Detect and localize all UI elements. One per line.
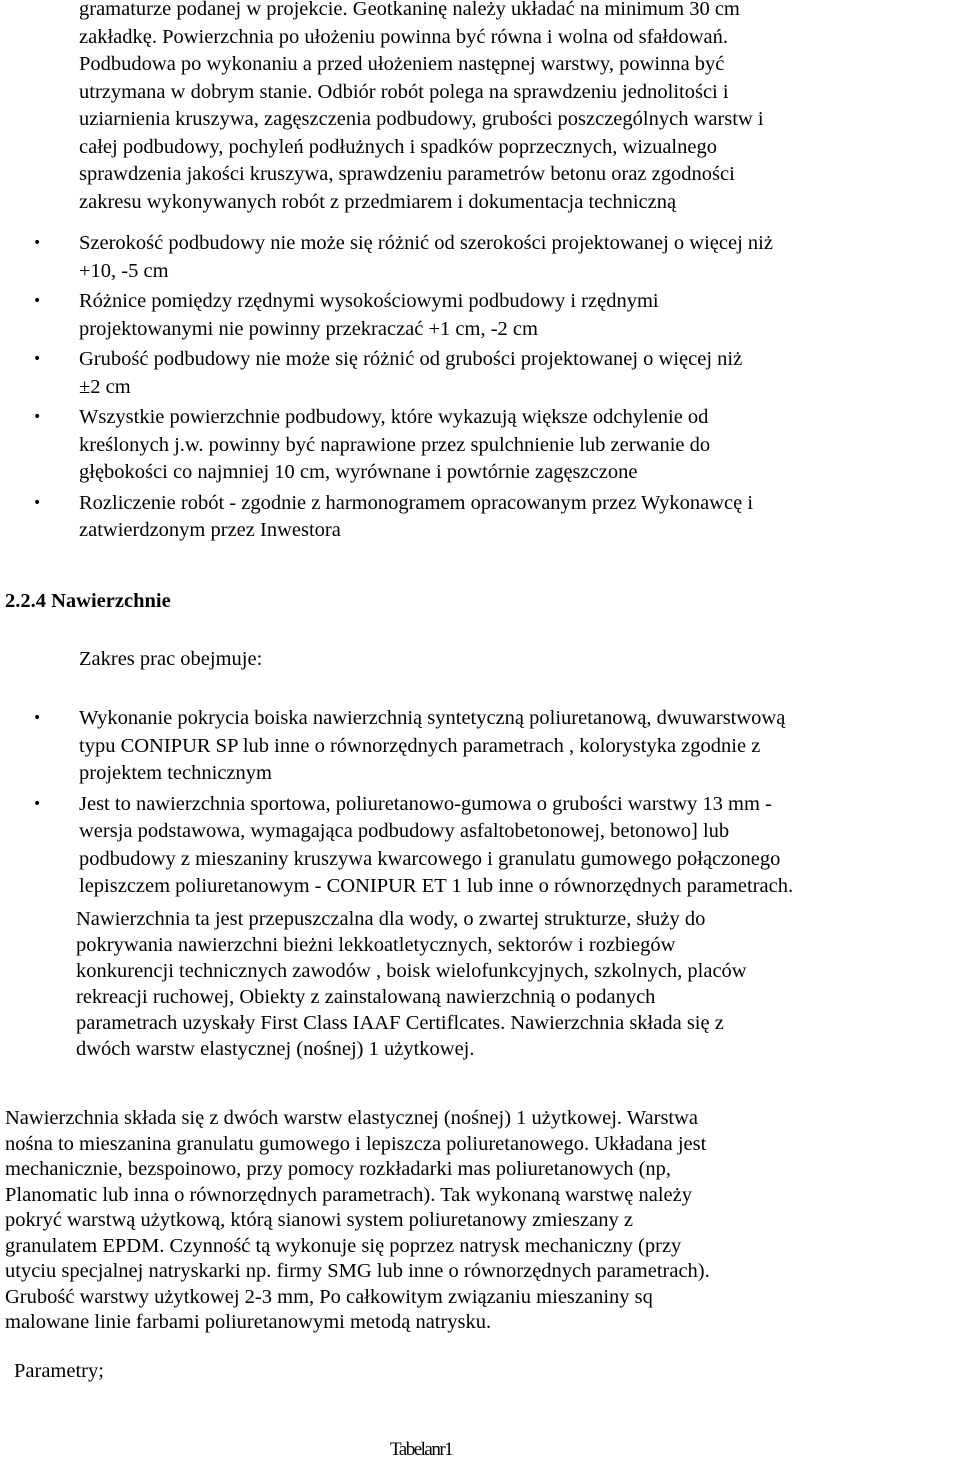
paragraph-line: Nawierzchnia składa się z dwóch warstw elastycznej (nośnej) 1 użytkowej. Warstwa — [5, 1107, 699, 1129]
list-item-line: typu CONIPUR SP lub inne o równorzędnych parametrach , kolorystyka zgodnie z — [79, 734, 761, 757]
tolerance-list — [0, 230, 960, 545]
intro-line: gramaturze podanej w projekcie. Geotkaninę należy układać na minimum 30 cm — [79, 0, 740, 20]
list-item-line: projektowanymi nie powinny przekraczać +1 cm, -2 cm — [79, 317, 538, 340]
paragraph-line: pokryć warstwą użytkową, którą sianowi system poliuretanowy zmieszany z — [5, 1209, 633, 1231]
list-item-line: • Szerokość podbudowy nie może się różnić od szerokości projektowanej o więcej niż — [79, 232, 773, 254]
list-item-line: lepiszczem poliuretanowym - CONIPUR ET 1 lub inne o równorzędnych parametrach. — [79, 875, 794, 897]
list-item-line: głębokości co najmniej 10 cm, wyrównane i powtórnie zagęszczone — [79, 461, 638, 483]
list-item — [0, 705, 960, 788]
list-item-line: • Wszystkie powierzchnie podbudowy, które wykazują większe odchylenie od — [79, 406, 709, 428]
list-item-line: • Różnice pomiędzy rzędnymi wysokościowymi podbudowy i rzędnymi — [79, 290, 659, 312]
table-caption: Tabelanr1 — [390, 1439, 453, 1460]
list-item — [0, 346, 960, 401]
list-item — [0, 791, 960, 901]
section-heading: 2.2.4 Nawierzchnie — [5, 590, 171, 612]
paragraph-line: Grubość warstwy użytkowej 2-3 mm, Po całkowitym związaniu mieszaniny sq — [5, 1285, 653, 1308]
paragraph-line: dwóch warstw elastycznej (nośnej) 1 użytkowej. — [76, 1038, 475, 1060]
paragraph-line: konkurencji technicznych zawodów , boisk wielofunkcyjnych, szkolnych, placów — [76, 960, 747, 982]
intro-paragraph — [79, 0, 959, 216]
list-item-line: • Rozliczenie robót - zgodnie z harmonogramem opracowanym przez Wykonawcę i — [79, 491, 754, 514]
list-item-line: zatwierdzonym przez Inwestora — [79, 519, 341, 541]
parameters-label: Parametry; — [14, 1360, 104, 1382]
layers-paragraph — [5, 1106, 885, 1336]
list-item-line: projektem technicznym — [79, 762, 272, 784]
list-item-line: wersja podstawowa, wymagająca podbudowy asfaltobetonowej, betonowo] lub — [79, 820, 730, 842]
paragraph-line: parametrach uzyskały First Class IAAF Certiflcates. Nawierzchnia składa się z — [76, 1012, 724, 1034]
list-item-line: • Wykonanie pokrycia boiska nawierzchnią syntetyczną poliuretanową, dwuwarstwową — [79, 707, 786, 729]
paragraph-line: granulatem EPDM. Czynność tą wykonuje się poprzez natrysk mechaniczny (przy — [5, 1234, 682, 1257]
scope-label: Zakres prac obejmuje: — [79, 648, 263, 670]
list-item-line: • Grubość podbudowy nie może się różnić od grubości projektowanej o więcej niż — [79, 348, 743, 370]
list-item — [0, 288, 960, 343]
intro-line: uziarnienia kruszywa, zagęszczenia podbudowy, grubości poszczególnych warstw i — [79, 108, 764, 130]
intro-line: zakładkę. Powierzchnia po ułożeniu powinna być równa i wolna od sfałdowań. — [79, 25, 728, 48]
paragraph-line: nośna to mieszanina granulatu gumowego i lepiszcza poliuretanowego. Układana jest — [5, 1132, 707, 1155]
paragraph-line: mechanicznie, bezspoinowo, przy pomocy rozkładarki mas poliuretanowych (np, — [5, 1158, 672, 1180]
list-item — [0, 490, 960, 545]
scope-list — [0, 705, 960, 901]
paragraph-line: rekreacji ruchowej, Obiekty z zainstalowaną nawierzchnią o podanych — [76, 986, 656, 1008]
list-item-line: +10, -5 cm — [79, 259, 169, 282]
list-item — [0, 404, 960, 487]
intro-line: utrzymana w dobrym stanie. Odbiór robót polega na sprawdzeniu jednolitości i — [79, 80, 729, 103]
surface-description — [76, 906, 956, 1062]
intro-line: Podbudowa po wykonaniu a przed ułożeniem następnej warstwy, powinna być — [79, 53, 725, 75]
paragraph-line: utyciu specjalnej natryskarki np. firmy SMG lub inne o równorzędnych parametrach). — [5, 1260, 710, 1282]
intro-line: całej podbudowy, pochyleń podłużnych i spadków poprzecznych, wizualnego — [79, 135, 717, 158]
intro-line: zakresu wykonywanych robót z przedmiarem i dokumentacja techniczną — [79, 190, 677, 213]
list-item-line: kreślonych j.w. powinny być naprawione przez spulchnienie lub zerwanie do — [79, 433, 711, 456]
intro-line: sprawdzenia jakości kruszywa, sprawdzeniu parametrów betonu oraz zgodności — [79, 163, 735, 185]
paragraph-line: Planomatic lub inna o równorzędnych parametrach). Tak wykonaną warstwę należy — [5, 1183, 692, 1206]
paragraph-line: pokrywania nawierzchni bieżni lekkoatletycznych, sektorów i rozbiegów — [76, 934, 676, 956]
paragraph-line: malowane linie farbami poliuretanowymi metodą natrysku. — [5, 1311, 492, 1333]
list-item-line: ±2 cm — [79, 375, 131, 398]
list-item-line: podbudowy z mieszaniny kruszywa kwarcowego i granulatu gumowego połączonego — [79, 847, 781, 870]
list-item — [0, 230, 960, 285]
list-item-line: • Jest to nawierzchnia sportowa, poliuretanowo-gumowa o grubości warstwy 13 mm - — [79, 792, 772, 815]
paragraph-line: Nawierzchnia ta jest przepuszczalna dla wody, o zwartej strukturze, służy do — [76, 908, 706, 930]
